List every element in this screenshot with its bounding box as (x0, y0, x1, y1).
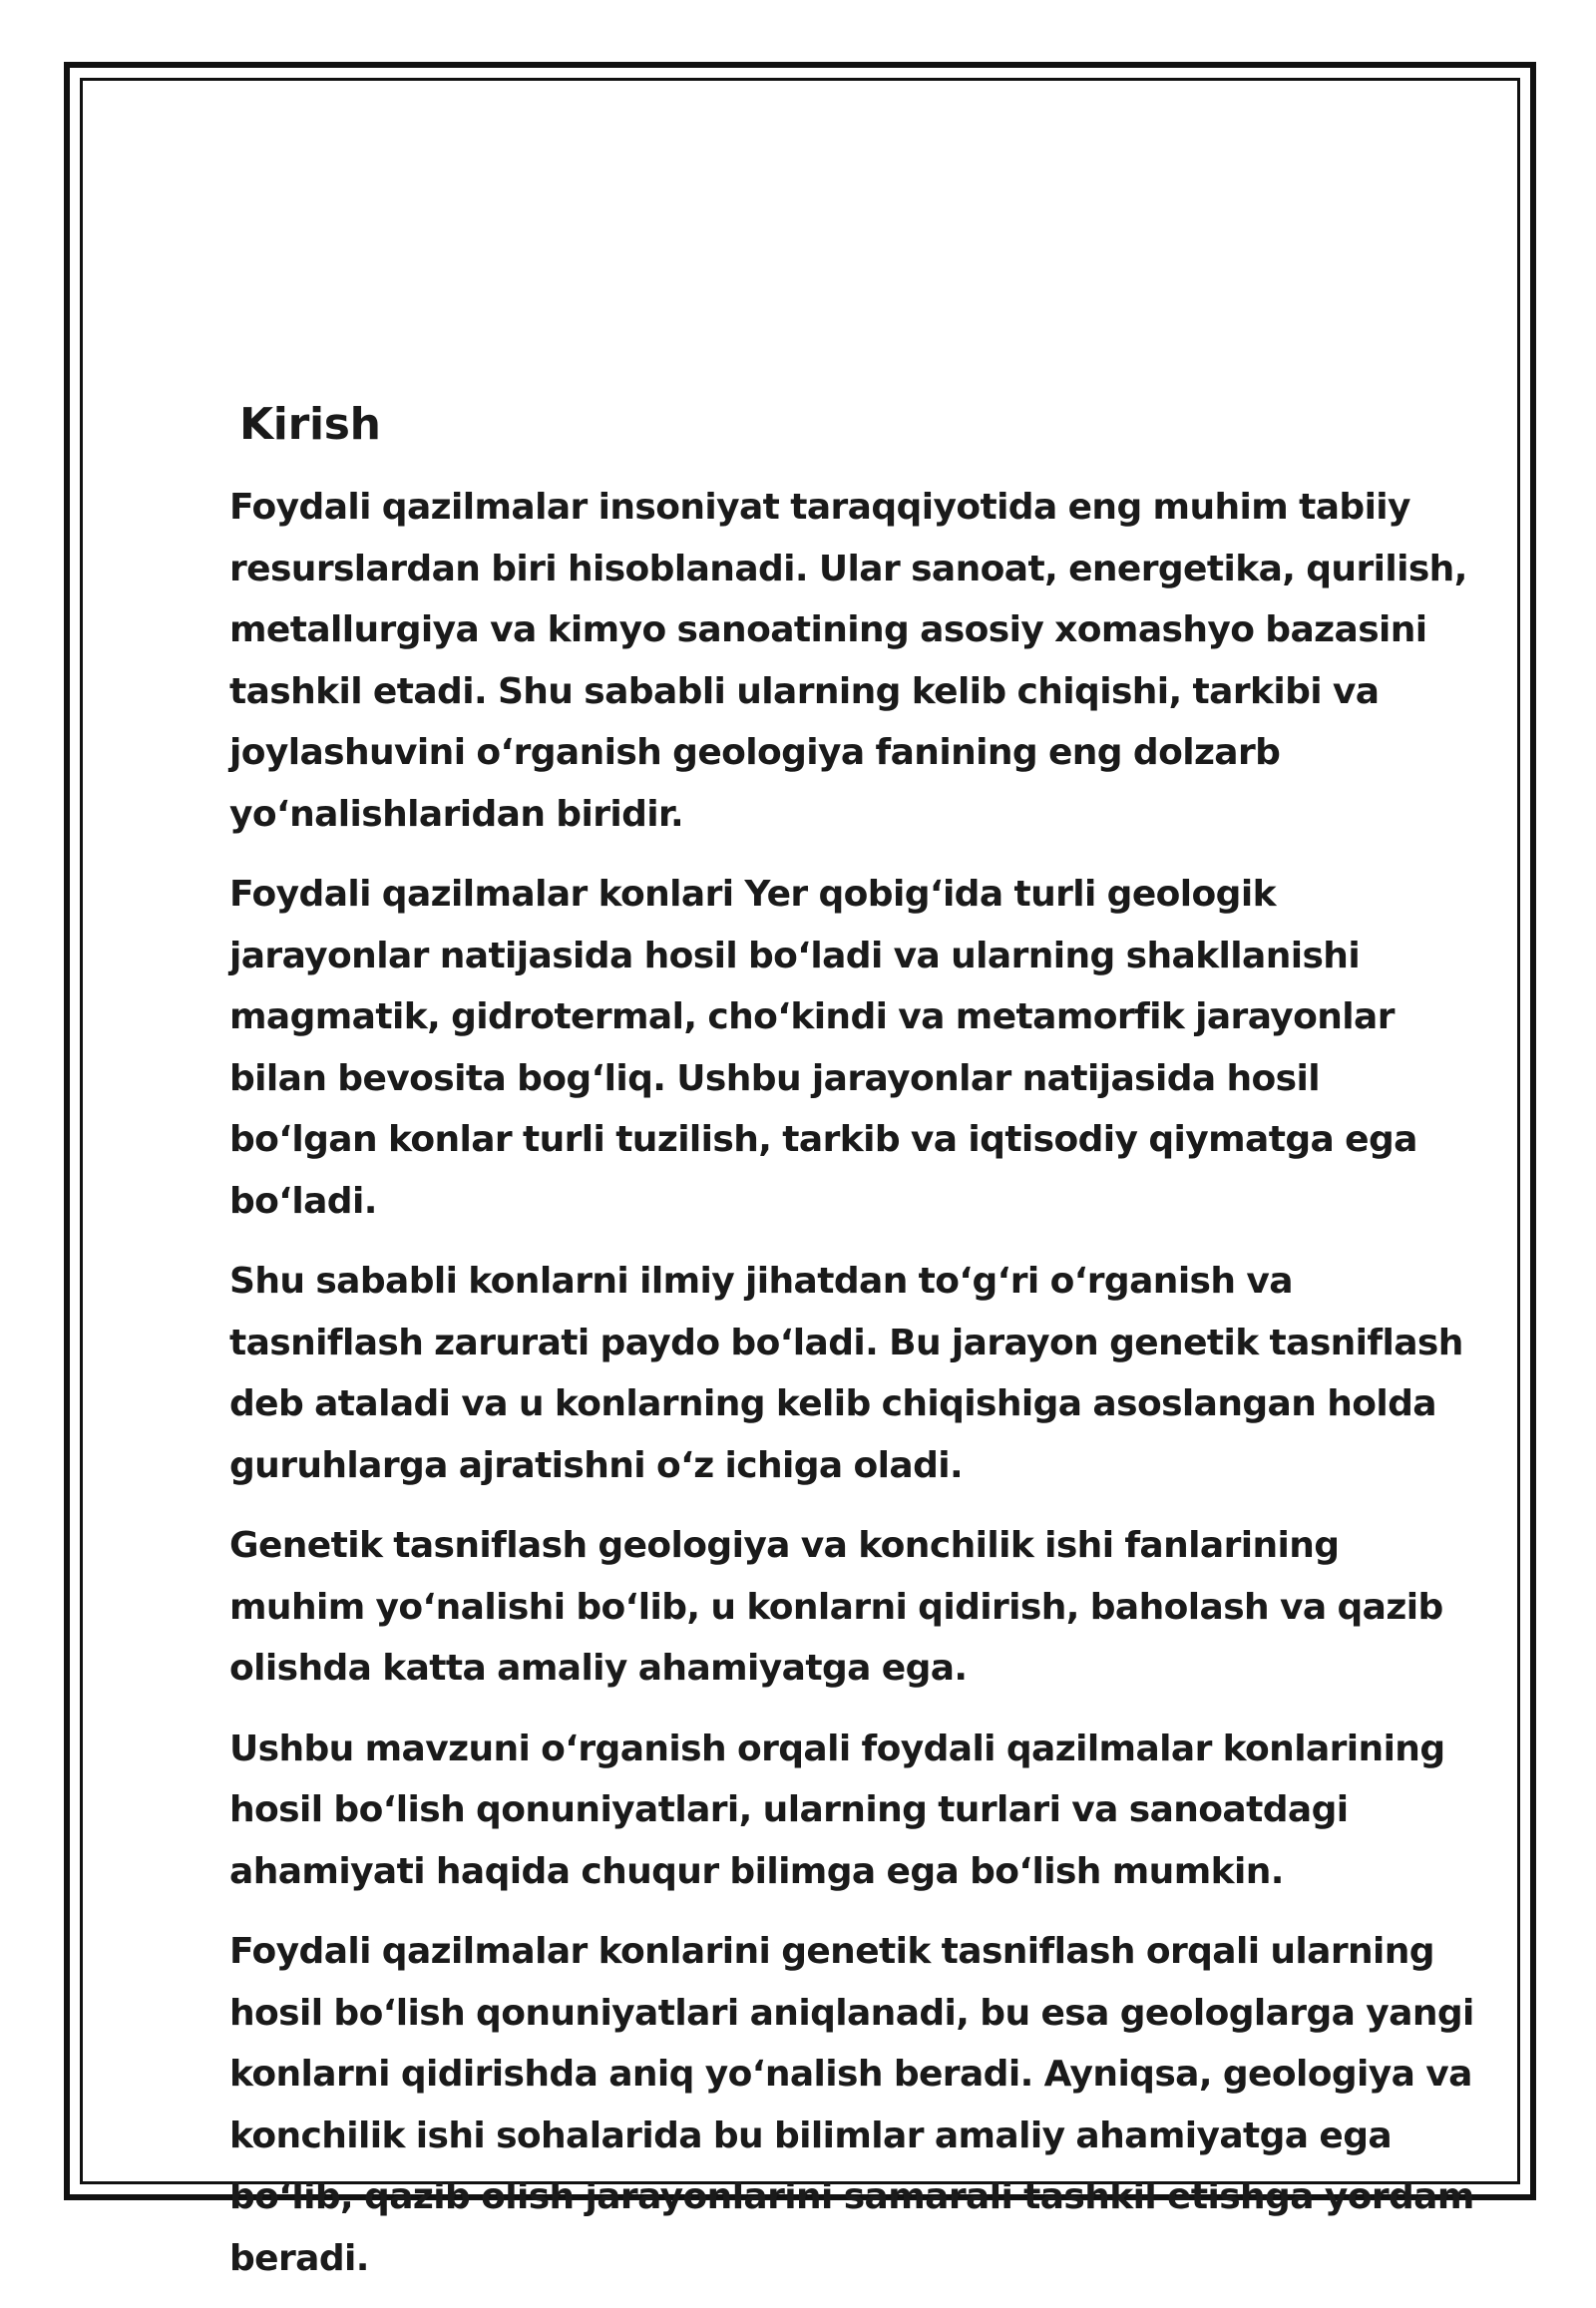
paragraph-5: Ushbu mavzuni o‘rganish orqali foydali qazilmalar konlarining hosil bo‘lish qonuniyatlari, ularning turlari va sanoatdagi ahamiyati haqida chuqur bilimga ega bo‘lish mumkin. (229, 1728, 1445, 1892)
document-body (229, 395, 1476, 2308)
section-heading: Kirish (239, 399, 381, 450)
paragraph-6: Foydali qazilmalar konlarini genetik tasniflash orqali ularning hosil bo‘lish qonuniyatlari aniqlanadi, bu esa geologlarga yangi konlarni qidirishda aniq yo‘nalish beradi. Ayniqsa, geologiya va konchilik ishi sohalarida bu bilimlar amaliy ahamiyatga ega bo‘lib, qazib olish jarayonlarini samarali tashkil etishga yordam beradi. (229, 1931, 1474, 2279)
paragraph-1: Foydali qazilmalar insoniyat taraqqiyotida eng muhim tabiiy resurslardan biri hisoblanadi. Ular sanoat, energetika, qurilish, metallurgiya va kimyo sanoatining asosiy xomashyo bazasini tashkil etadi. Shu sababli ularning kelib chiqishi, tarkibi va joylashuvini o‘rganish geologiya fanining eng dolzarb yo‘nalishlaridan biridir. (229, 487, 1467, 835)
paragraph-3: Shu sababli konlarni ilmiy jihatdan to‘g‘ri o‘rganish va tasniflash zarurati paydo bo‘ladi. Bu jarayon genetik tasniflash deb ataladi va u konlarning kelib chiqishiga asoslangan holda guruhlarga ajratishni o‘z ichiga oladi. (229, 1261, 1463, 1486)
paragraph-4: Genetik tasniflash geologiya va konchilik ishi fanlarining muhim yo‘nalishi bo‘lib, u konlarni qidirish, baholash va qazib olishda katta amaliy ahamiyatga ega. (229, 1525, 1443, 1689)
paragraph-2: Foydali qazilmalar konlari Yer qobig‘ida turli geologik jarayonlar natijasida hosil bo‘ladi va ularning shakllanishi magmatik, gidrotermal, cho‘kindi va metamorfik jarayonlar bilan bevosita bog‘liq. Ushbu jarayonlar natijasida hosil bo‘lgan konlar turli tuzilish, tarkib va iqtisodiy qiymatga ega bo‘ladi. (229, 874, 1417, 1222)
